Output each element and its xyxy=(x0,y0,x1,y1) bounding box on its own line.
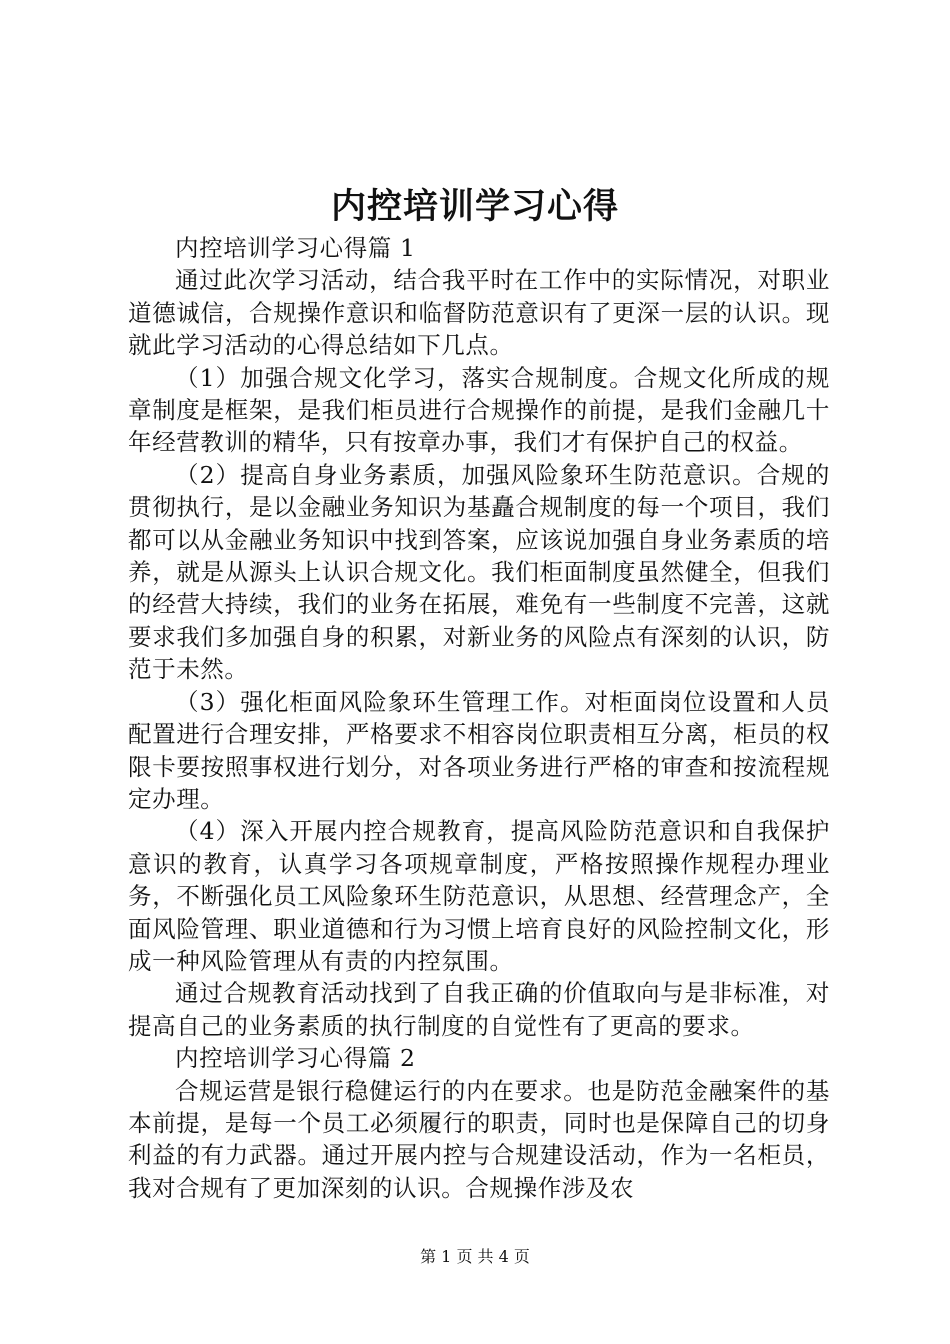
section-heading: 内控培训学习心得篇 2 xyxy=(175,1044,416,1073)
paragraph: （1）加强合规文化学习，落实合规制度。合规文化所成的规章制度是框架，是我们柜员进行合规操作的前提，是我们金融几十年经营教训的精华，只有按章办事，我们才有保护自己的权益。 xyxy=(128,363,830,457)
paragraph: 合规运营是银行稳健运行的内在要求。也是防范金融案件的基本前提，是每一个员工必须履行的职责，同时也是保障自己的切身利益的有力武器。通过开展内控与合规建设活动，作为一名柜员，我对合规有了更加深刻的认识。合规操作涉及农 xyxy=(128,1076,830,1202)
paragraph: （2）提高自身业务素质，加强风险象环生防范意识。合规的贯彻执行，是以金融业务知识为基矗合规制度的每一个项目，我们都可以从金融业务知识中找到答案，应该说加强自身业务素质的培养，就是从源头上认识合规文化。我们柜面制度虽然健全，但我们的经营大持续，我们的业务在拓展，难免有一些制度不完善，这就要求我们多加强自身的积累，对新业务的风险点有深刻的认识，防范于未然。 xyxy=(128,460,830,684)
document-body xyxy=(128,232,830,1204)
paragraph: 通过此次学习活动，结合我平时在工作中的实际情况，对职业道德诚信，合规操作意识和临督防范意识有了更深一层的认识。现就此学习活动的心得总结如下几点。 xyxy=(128,266,830,360)
page-number-footer: 第 1 页 共 4 页 xyxy=(420,1247,530,1266)
paragraph: （3）强化柜面风险象环生管理工作。对柜面岗位设置和人员配置进行合理安排，严格要求不相容岗位职责相互分离，柜员的权限卡要按照事权进行划分，对各项业务进行严格的审查和按流程规定办理。 xyxy=(128,687,830,813)
paragraph: 通过合规教育活动找到了自我正确的价值取向与是非标准，对提高自己的业务素质的执行制度的自觉性有了更高的要求。 xyxy=(128,979,830,1040)
section-heading: 内控培训学习心得篇 1 xyxy=(175,234,416,262)
document-title: 内控培训学习心得 xyxy=(330,186,619,227)
paragraph: （4）深入开展内控合规教育，提高风险防范意识和自我保护意识的教育，认真学习各项规章制度，严格按照操作规程办理业务，不断强化员工风险象环生防范意识，从思想、经营理念产，全面风险管理、职业道德和行为习惯上培育良好的风险控制文化，形成一种风险管理从有责的内控氛围。 xyxy=(128,817,830,975)
